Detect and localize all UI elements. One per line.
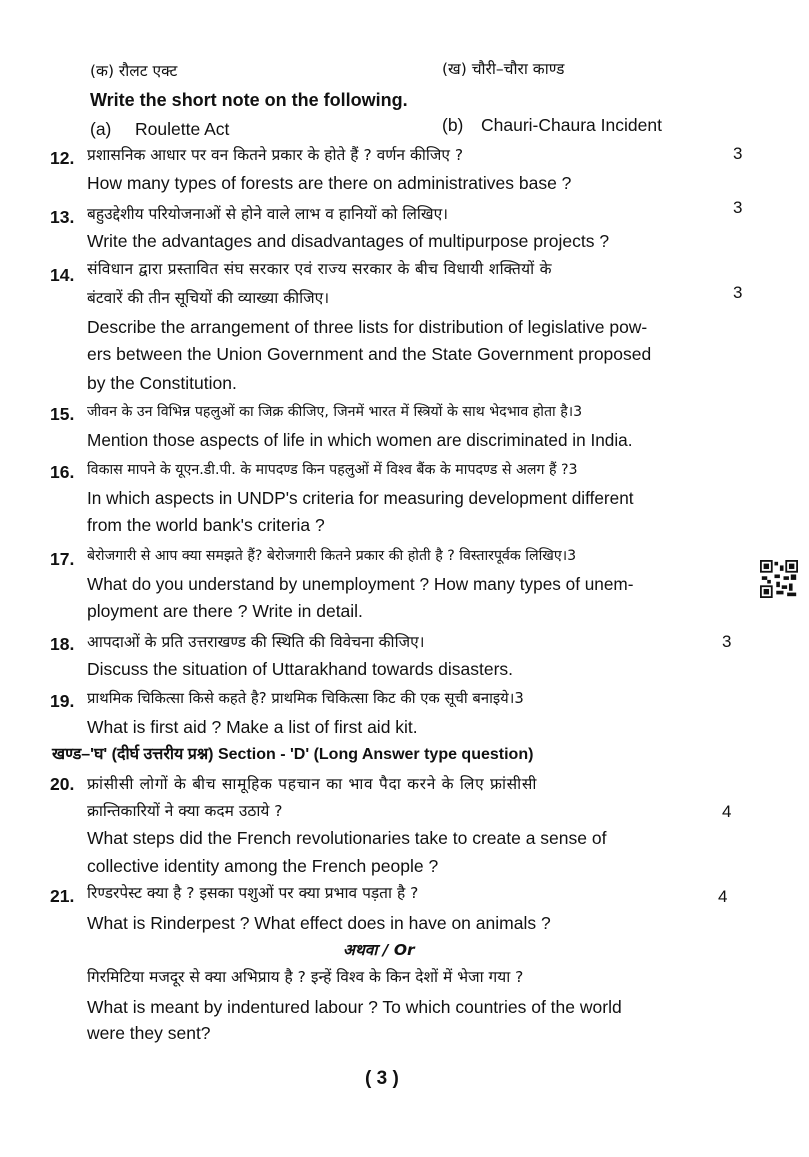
question-hindi: प्रशासनिक आधार पर वन कितने प्रकार के होते हैं ? वर्णन कीजिए ? xyxy=(87,146,464,164)
question-hindi: बहुउद्देशीय परियोजनाओं से होने वाले लाभ व हानियों को लिखिए। xyxy=(87,205,449,223)
question-number: 20. xyxy=(50,774,75,794)
question-alt-hindi: गिरमिटिया मजदूर से क्या अभिप्राय है ? इन्हें विश्व के किन देशों में भेजा गया ? xyxy=(87,968,524,986)
q11-option-b-english: Chauri-Chaura Incident xyxy=(481,115,662,135)
question-english-line1: What do you understand by unemployment ? How many types of unem- xyxy=(87,574,634,594)
qr-code-icon xyxy=(760,560,798,598)
question-number: 12. xyxy=(50,148,75,168)
question-hindi: विकास मापने के यूएन.डी.पी. के मापदण्ड किन पहलुओं में विश्व बैंक के मापदण्ड से अलग हैं ?3 xyxy=(87,462,578,478)
question-hindi-line2: क्रान्तिकारियों ने क्या कदम उठाये ? xyxy=(87,802,283,820)
question-hindi: आपदाओं के प्रति उत्तराखण्ड की स्थिति की विवेचना कीजिए। xyxy=(87,633,425,651)
q11-option-a-label: (a) xyxy=(90,119,112,139)
question-number: 17. xyxy=(50,549,75,569)
question-hindi: रिण्डरपेस्ट क्या है ? इसका पशुओं पर क्या प्रभाव पड़ता है ? xyxy=(87,884,419,902)
question-english: Write the advantages and disadvantages of multipurpose projects ? xyxy=(87,231,610,251)
question-english: Mention those aspects of life in which women are discriminated in India. xyxy=(87,430,633,450)
question-english-line2: ers between the Union Government and the State Government proposed xyxy=(87,344,652,364)
question-english-line1: In which aspects in UNDP's criteria for measuring development different xyxy=(87,488,634,508)
question-hindi-line1: संविधान द्वारा प्रस्तावित संघ सरकार एवं राज्य सरकार के बीच विधायी शक्तियों के xyxy=(87,260,552,278)
question-english-line2: collective identity among the French people ? xyxy=(87,856,439,876)
question-number: 21. xyxy=(50,886,75,906)
section-d-heading: खण्ड–'घ' (दीर्घ उत्तरीय प्रश्न) Section - 'D' (Long Answer type question) xyxy=(52,746,534,763)
q11-option-a-hindi: (क) रौलट एक्ट xyxy=(90,62,178,80)
question-english: How many types of forests are there on administratives base ? xyxy=(87,173,572,193)
question-hindi: बेरोजगारी से आप क्या समझते हैं? बेरोजगारी कितने प्रकार की होती है ? विस्तारपूर्वक लिखिए।3 xyxy=(87,548,577,564)
question-hindi: जीवन के उन विभिन्न पहलुओं का जिक्र कीजिए, जिनमें भारत में स्त्रियों के साथ भेदभाव होता है।3 xyxy=(87,404,583,420)
or-separator: अथवा / Or xyxy=(343,941,415,959)
page-number: ( 3 ) xyxy=(365,1068,399,1089)
q11-option-a-english: Roulette Act xyxy=(135,119,230,139)
question-hindi-line2: बंटवारें की तीन सूचियों की व्याख्या कीजिए। xyxy=(87,289,330,307)
question-alt-english-line1: What is meant by indentured labour ? To which countries of the world xyxy=(87,997,622,1017)
question-marks: 4 xyxy=(722,802,732,821)
question-english: What is first aid ? Make a list of first aid kit. xyxy=(87,717,418,737)
question-number: 15. xyxy=(50,404,75,424)
question-marks: 3 xyxy=(733,283,743,302)
question-english-line1: What steps did the French revolutionaries take to create a sense of xyxy=(87,828,607,848)
question-hindi-line1: फ्रांसीसी लोगों के बीच सामूहिक पहचान का भाव पैदा करने के लिए फ्रांसीसी xyxy=(87,775,538,793)
question-marks: 3 xyxy=(733,144,743,163)
question-english: Discuss the situation of Uttarakhand towards disasters. xyxy=(87,659,514,679)
question-english-line3: by the Constitution. xyxy=(87,373,237,393)
question-english: What is Rinderpest ? What effect does in have on animals ? xyxy=(87,913,551,933)
question-number: 16. xyxy=(50,462,75,482)
question-english-line1: Describe the arrangement of three lists for distribution of legislative pow- xyxy=(87,317,648,337)
question-number: 14. xyxy=(50,265,75,285)
q11-option-b-label: (b) xyxy=(442,115,464,135)
q11-instruction: Write the short note on the following. xyxy=(90,90,408,110)
question-hindi: प्राथमिक चिकित्सा किसे कहते है? प्राथमिक चिकित्सा किट की एक सूची बनाइये।3 xyxy=(87,690,524,707)
q11-option-b-hindi: (ख) चौरी–चौरा काण्ड xyxy=(442,60,565,78)
question-marks: 3 xyxy=(722,632,732,651)
question-marks: 4 xyxy=(718,887,728,906)
question-english-line2: from the world bank's criteria ? xyxy=(87,515,325,535)
question-number: 19. xyxy=(50,691,75,711)
question-marks: 3 xyxy=(733,198,743,217)
question-english-line2: ployment are there ? Write in detail. xyxy=(87,601,363,621)
question-number: 18. xyxy=(50,634,75,654)
question-alt-english-line2: were they sent? xyxy=(87,1023,211,1043)
question-number: 13. xyxy=(50,207,75,227)
